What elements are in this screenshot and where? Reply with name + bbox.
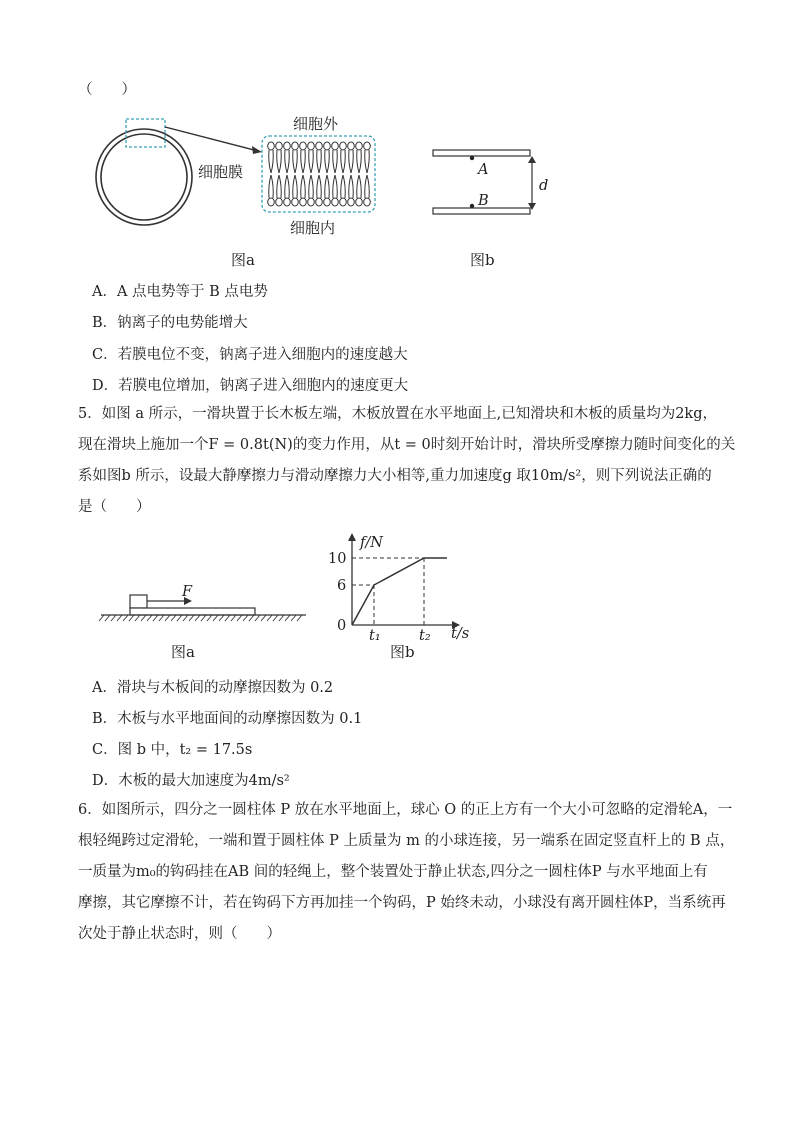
lipid-head	[300, 142, 307, 150]
lipid-tail	[357, 150, 362, 173]
q4-option-a: A．A 点电势等于 B 点电势	[92, 284, 268, 300]
q5-option-a: A．滑块与木板间的动摩擦因数为 0.2	[92, 680, 334, 696]
hatch-stroke	[135, 615, 140, 621]
hatch-stroke	[297, 615, 302, 621]
lipid-tail	[309, 150, 314, 173]
hatch-stroke	[153, 615, 158, 621]
graph-tick-6: 6	[337, 578, 347, 594]
lipid-tail	[333, 150, 338, 173]
lipid-tail	[317, 150, 322, 173]
label-point-b: B	[478, 193, 489, 209]
q4-figure-a-caption: 图a	[231, 251, 255, 269]
q4-figure-b-caption: 图b	[470, 251, 495, 269]
lipid-tail	[341, 150, 346, 173]
hatch-stroke	[273, 615, 278, 621]
ground-hatching	[99, 615, 302, 621]
graph-ylabel: f/N	[360, 535, 383, 551]
lipid-tail	[269, 150, 274, 173]
lipid-head	[268, 198, 275, 206]
lipid-head	[316, 198, 323, 206]
q5-option-c: C．图 b 中，t₂ = 17.5s	[92, 742, 253, 758]
graph-xlabel: t/s	[451, 626, 470, 642]
q5-option-b: B．木板与水平地面间的动摩擦因数为 0.1	[92, 711, 363, 727]
label-cell-inside: 细胞内	[290, 219, 336, 237]
lipid-tail	[293, 150, 298, 173]
label-distance-d: d	[539, 178, 549, 194]
graph-tick-t2: t₂	[419, 628, 431, 644]
lipid-head	[284, 142, 291, 150]
q6-line-4: 摩擦，其它摩擦不计，若在钩码下方再加挂一个钩码，P 始终未动，小球没有离开圆柱体P，当系统再	[78, 895, 726, 911]
hatch-stroke	[111, 615, 116, 621]
slider-block	[130, 595, 147, 608]
q5-figure-a-caption: 图a	[171, 643, 195, 661]
lipid-head	[324, 198, 331, 206]
lipid-tail	[325, 175, 330, 198]
q6-line-2: 根轻绳跨过定滑轮，一端和置于圆柱体 P 上质量为 m 的小球连接，另一端系在固定竖直杆上的 B 点，	[78, 833, 735, 849]
hatch-stroke	[171, 615, 176, 621]
zoom-arrow-line	[165, 127, 258, 151]
graph-tick-10: 10	[328, 551, 347, 567]
q6-stem	[78, 795, 735, 950]
upper-plate	[433, 150, 530, 156]
hatch-stroke	[195, 615, 200, 621]
lipid-tail	[285, 175, 290, 198]
lipid-head	[292, 142, 299, 150]
hatch-stroke	[147, 615, 152, 621]
hatch-stroke	[249, 615, 254, 621]
q5-line-3: 系如图b 所示，设最大静摩擦力与滑动摩擦力大小相等,重力加速度g 取10m/s²，则下列说法正确的	[78, 468, 712, 484]
hatch-stroke	[261, 615, 266, 621]
q5-figure-a	[98, 580, 313, 630]
lipid-head	[268, 142, 275, 150]
q5-line-4: 是（ ）	[78, 499, 151, 515]
lipid-head	[308, 142, 315, 150]
hatch-stroke	[291, 615, 296, 621]
lipid-tail	[317, 175, 322, 198]
hatch-stroke	[99, 615, 104, 621]
hatch-stroke	[237, 615, 242, 621]
hatch-stroke	[279, 615, 284, 621]
lipid-tail	[269, 175, 274, 198]
point-b-dot	[470, 204, 474, 208]
q5-figure-b-caption: 图b	[390, 643, 415, 661]
hatch-stroke	[165, 615, 170, 621]
hatch-stroke	[219, 615, 224, 621]
lipid-head	[316, 142, 323, 150]
label-point-a: A	[478, 162, 489, 178]
hatch-stroke	[123, 615, 128, 621]
q6-line-3: 一质量为m₀的钩码挂在AB 间的轻绳上，整个装置处于静止状态,四分之一圆柱体P 与水平地面上有	[78, 864, 708, 880]
lipid-head	[292, 198, 299, 206]
lipid-head	[276, 142, 283, 150]
q4-option-c: C．若膜电位不变，钠离子进入细胞内的速度越大	[92, 347, 408, 363]
lipid-tail	[349, 150, 354, 173]
hatch-stroke	[267, 615, 272, 621]
zoom-box-small	[126, 119, 165, 147]
lipid-tail	[301, 175, 306, 198]
lipid-tail	[293, 175, 298, 198]
lipid-head	[364, 198, 371, 206]
q5-line-2: 现在滑块上施加一个F = 0.8t(N)的变力作用，从t = 0时刻开始计时，滑块所受摩擦力随时间变化的关	[78, 437, 736, 453]
lipid-head	[364, 142, 371, 150]
q4-figure-b	[425, 140, 555, 225]
lipid-tail	[365, 175, 370, 198]
lipid-head	[356, 142, 363, 150]
lipid-head	[332, 142, 339, 150]
zoom-arrow-head	[252, 146, 262, 154]
lipid-tail	[365, 150, 370, 173]
lipid-head	[308, 198, 315, 206]
hatch-stroke	[129, 615, 134, 621]
lipid-tail	[333, 175, 338, 198]
lipid-head	[340, 142, 347, 150]
q5-option-d: D．木板的最大加速度为4m/s²	[92, 773, 290, 789]
q4-answer-bracket: （ ）	[78, 82, 136, 98]
lipid-head	[276, 198, 283, 206]
lipid-tail	[341, 175, 346, 198]
label-cell-membrane: 细胞膜	[198, 163, 244, 181]
lipid-head	[332, 198, 339, 206]
hatch-stroke	[201, 615, 206, 621]
label-force-f: F	[182, 584, 193, 600]
hatch-stroke	[183, 615, 188, 621]
hatch-stroke	[189, 615, 194, 621]
lipid-tail	[285, 150, 290, 173]
hatch-stroke	[255, 615, 260, 621]
lipid-head	[284, 198, 291, 206]
point-a-dot	[470, 156, 474, 160]
lipid-head	[356, 198, 363, 206]
q5-line-1: 5．如图 a 所示，一滑块置于长木板左端，木板放置在水平地面上,已知滑块和木板的质量均为2kg，	[78, 406, 717, 422]
lipid-tail	[325, 150, 330, 173]
hatch-stroke	[159, 615, 164, 621]
hatch-stroke	[105, 615, 110, 621]
hatch-stroke	[213, 615, 218, 621]
graph-tick-0: 0	[337, 618, 347, 634]
lipid-tail	[301, 150, 306, 173]
hatch-stroke	[285, 615, 290, 621]
phospholipid-bilayer	[268, 142, 371, 206]
q5-stem	[78, 399, 736, 523]
q4-option-b: B．钠离子的电势能增大	[92, 315, 248, 331]
hatch-stroke	[177, 615, 182, 621]
q4-option-d: D．若膜电位增加，钠离子进入细胞内的速度更大	[92, 378, 409, 394]
hatch-stroke	[141, 615, 146, 621]
lipid-tail	[309, 175, 314, 198]
lipid-tail	[277, 150, 282, 173]
label-cell-outside: 细胞外	[293, 115, 339, 133]
lipid-tail	[277, 175, 282, 198]
q6-line-1: 6．如图所示，四分之一圆柱体 P 放在水平地面上，球心 O 的正上方有一个大小可忽略的定滑轮A，一	[78, 802, 733, 818]
lipid-head	[324, 142, 331, 150]
hatch-stroke	[243, 615, 248, 621]
hatch-stroke	[225, 615, 230, 621]
lipid-head	[348, 198, 355, 206]
graph-tick-t1: t₁	[369, 628, 381, 644]
lipid-tail	[357, 175, 362, 198]
hatch-stroke	[117, 615, 122, 621]
hatch-stroke	[207, 615, 212, 621]
hatch-stroke	[231, 615, 236, 621]
lipid-head	[348, 142, 355, 150]
lipid-tail	[349, 175, 354, 198]
q6-line-5: 次处于静止状态时，则（ ）	[78, 926, 281, 942]
lipid-head	[300, 198, 307, 206]
long-board	[130, 608, 255, 615]
friction-curve	[352, 558, 447, 625]
lipid-head	[340, 198, 347, 206]
cell-outer-circle	[96, 129, 192, 225]
